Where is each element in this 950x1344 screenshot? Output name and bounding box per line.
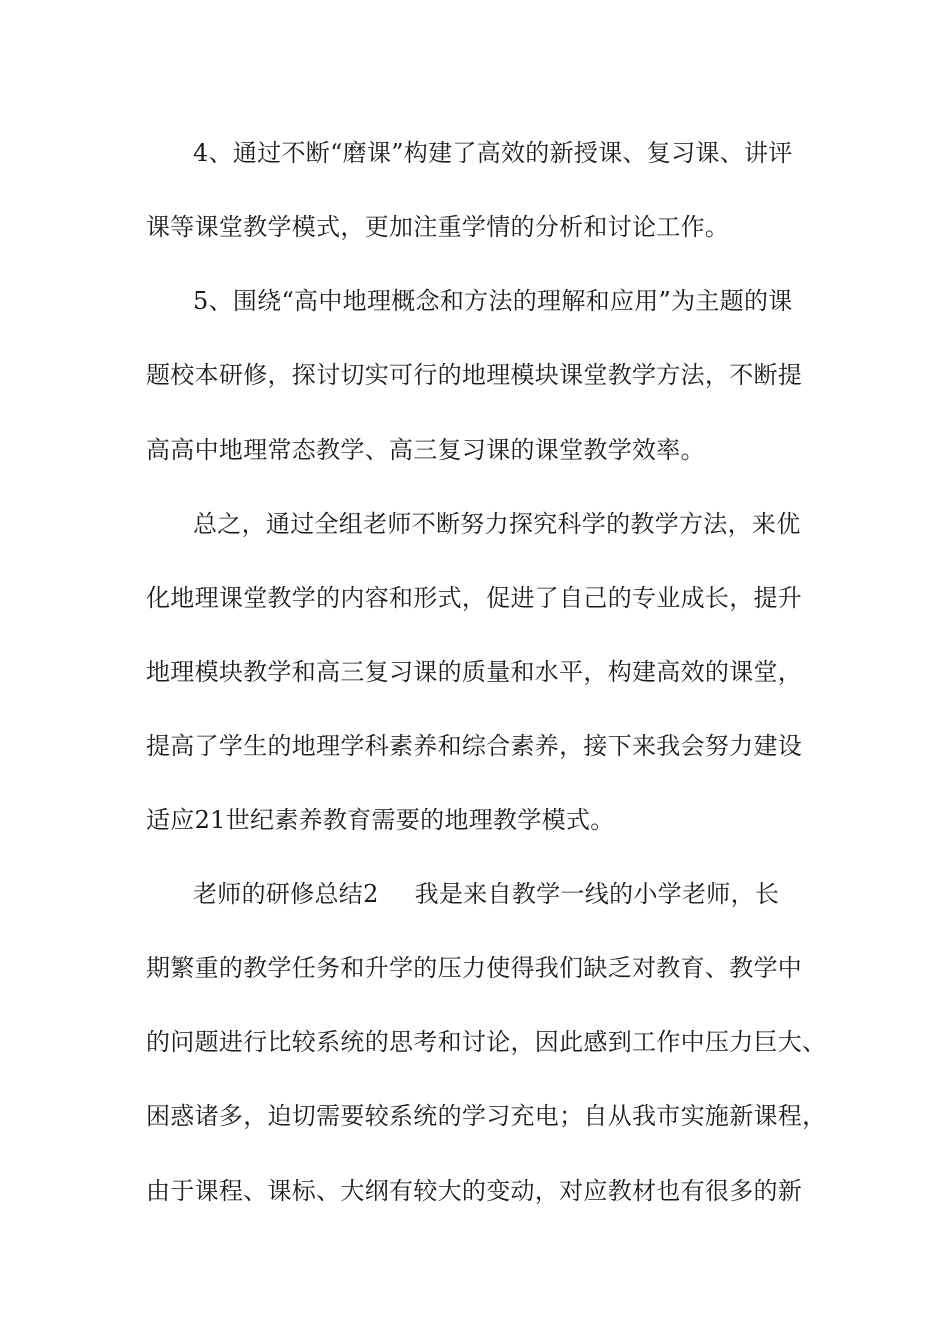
text-line: 困惑诸多，迫切需要较系统的学习充电；自从我市实施新课程， <box>146 1102 827 1130</box>
text-line: 总之，通过全组老师不断努力探究科学的教学方法，来优 <box>193 510 801 538</box>
paragraph-start: 我是来自教学一线的小学老师，长 <box>414 880 780 908</box>
heading-line <box>193 878 779 910</box>
text-line: 题校本研修，探讨切实可行的地理模块课堂教学方法，不断提 <box>146 361 803 389</box>
text-line: 4、通过不断“磨课”构建了高效的新授课、复习课、讲评 <box>193 139 793 167</box>
text-line: 课等课堂教学模式，更加注重学情的分析和讨论工作。 <box>146 213 730 241</box>
section-heading: 老师的研修总结2 <box>193 880 379 908</box>
text-line: 由于课程、课标、大纲有较大的变动，对应教材也有很多的新 <box>146 1177 803 1205</box>
text-line: 地理模块教学和高三复习课的质量和水平，构建高效的课堂， <box>146 658 803 686</box>
text-line: 5、围绕“高中地理概念和方法的理解和应用”为主题的课 <box>193 287 793 315</box>
text-line: 化地理课堂教学的内容和形式，促进了自己的专业成长，提升 <box>146 584 803 612</box>
text-line: 高高中地理常态教学、高三复习课的课堂教学效率。 <box>146 436 705 464</box>
text-line: 期繁重的教学任务和升学的压力使得我们缺乏对教育、教学中 <box>146 954 803 982</box>
text-line: 适应21世纪素养教育需要的地理教学模式。 <box>146 806 615 834</box>
text-line: 的问题进行比较系统的思考和讨论，因此感到工作中压力巨大、 <box>146 1028 827 1056</box>
text-line: 提高了学生的地理学科素养和综合素养，接下来我会努力建设 <box>146 732 803 760</box>
